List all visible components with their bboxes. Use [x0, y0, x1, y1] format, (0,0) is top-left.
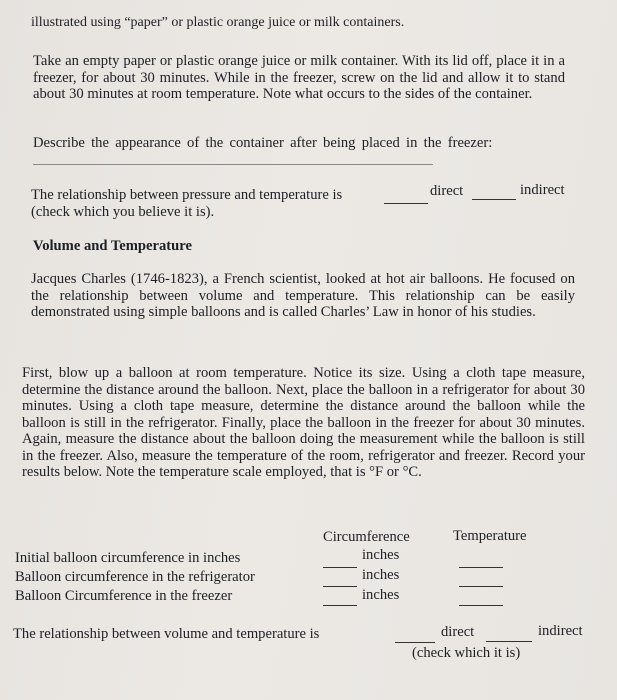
describe-prompt: Describe the appearance of the container after being placed in the freezer: [33, 135, 493, 151]
intro-line: illustrated using “paper” or plastic orange juice or milk containers. [31, 15, 405, 30]
pressure-direct-option: direct [430, 183, 464, 199]
refrigerator-temperature-blank[interactable] [459, 574, 503, 587]
initial-circumference-blank[interactable] [323, 555, 357, 568]
volume-indirect-option: indirect [538, 623, 583, 639]
section-heading: Volume and Temperature [33, 238, 192, 254]
column-header-circumference: Circumference [323, 529, 410, 545]
row-label-refrigerator: Balloon circumference in the refrigerator [15, 569, 255, 585]
volume-question-hint: (check which it is) [412, 645, 521, 661]
initial-temperature-blank[interactable] [459, 555, 503, 568]
pressure-indirect-option: indirect [520, 182, 565, 198]
freezer-circumference-blank[interactable] [323, 593, 357, 606]
volume-direct-option: direct [441, 624, 475, 640]
row-label-freezer: Balloon Circumference in the freezer [15, 588, 233, 604]
balloon-paragraph: First, blow up a balloon at room temperature. Notice its size. Using a cloth tape measure, determine the distance around the balloon. Next, place the balloon in a refrigerator for about 30 minutes. Using a cloth tape measure, determine the distance around the balloon while the balloon is still in the refrigerator. Finally, place the balloon in the freezer for about 30 minutes. Again, measure the distance about the balloon doing the measurement while the balloon is still in the freezer. Also, measure the temperature of the room, refrigerator and freezer. Record your results below. Note the temperature scale employed, that is °F or °C. [22, 365, 585, 480]
row-label-initial: Initial balloon circumference in inches [15, 550, 241, 566]
pressure-question-line2: (check which you believe it is). [31, 204, 215, 220]
row-unit-refrigerator: inches [362, 567, 400, 583]
charles-paragraph: Jacques Charles (1746-1823), a French scientist, looked at hot air balloons. He focused on the relationship between volume and temperature. This relationship can be easily demonstrated using simple balloons and is called Charles’ Law in honor of his studies. [31, 271, 575, 320]
describe-answer-line[interactable] [33, 164, 433, 165]
volume-indirect-blank[interactable] [486, 629, 532, 642]
row-unit-freezer: inches [362, 587, 400, 603]
pressure-indirect-blank[interactable] [472, 187, 516, 200]
volume-direct-blank[interactable] [395, 630, 435, 643]
freezer-paragraph: Take an empty paper or plastic orange juice or milk container. With its lid off, place it in a freezer, for about 30 minutes. While in the freezer, screw on the lid and allow it to stand about 30 minutes at room temperature. Note what occurs to the sides of the container. [33, 53, 565, 102]
freezer-temperature-blank[interactable] [459, 593, 503, 606]
pressure-question-line1: The relationship between pressure and temperature is [31, 187, 343, 203]
column-header-temperature: Temperature [453, 528, 527, 544]
volume-question-line1: The relationship between volume and temperature is [13, 626, 320, 642]
row-unit-initial: inches [362, 547, 400, 563]
pressure-direct-blank[interactable] [384, 191, 428, 204]
refrigerator-circumference-blank[interactable] [323, 574, 357, 587]
